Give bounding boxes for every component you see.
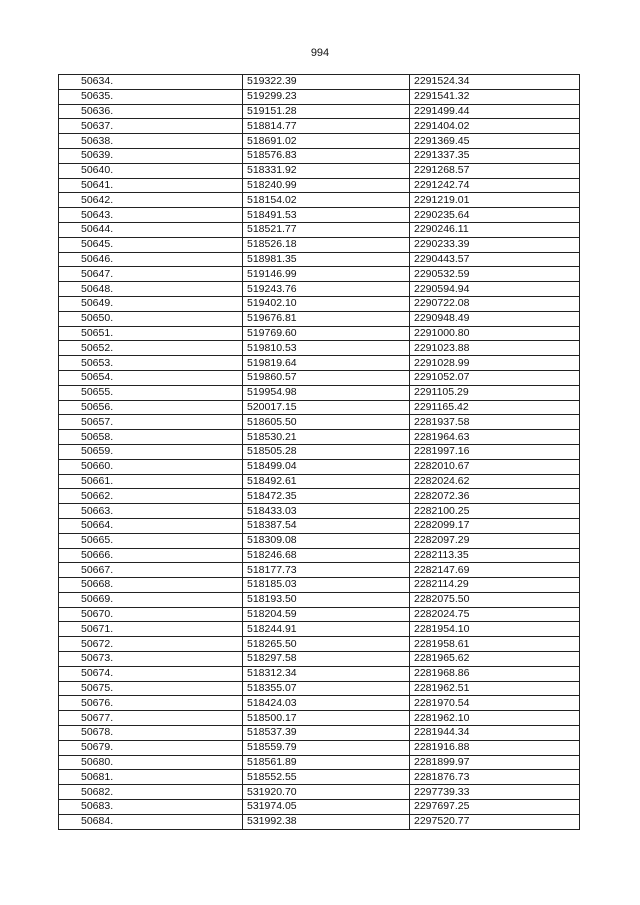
table-row <box>59 311 580 326</box>
easting-cell: 519243.76 <box>243 282 410 297</box>
point-id-cell: 50684. <box>59 814 243 829</box>
northing-cell: 2290443.57 <box>410 252 580 267</box>
easting-cell: 518424.03 <box>243 696 410 711</box>
point-id-cell: 50640. <box>59 163 243 178</box>
table-row <box>59 385 580 400</box>
easting-cell: 518526.18 <box>243 237 410 252</box>
table-row <box>59 370 580 385</box>
easting-cell: 519151.28 <box>243 104 410 119</box>
point-id-cell: 50647. <box>59 267 243 282</box>
northing-cell: 2297697.25 <box>410 800 580 815</box>
northing-cell: 2290948.49 <box>410 311 580 326</box>
northing-cell: 2291052.07 <box>410 370 580 385</box>
point-id-cell: 50657. <box>59 415 243 430</box>
table-row <box>59 711 580 726</box>
northing-cell: 2282075.50 <box>410 592 580 607</box>
point-id-cell: 50676. <box>59 696 243 711</box>
table-row <box>59 222 580 237</box>
easting-cell: 519769.60 <box>243 326 410 341</box>
northing-cell: 2282113.35 <box>410 548 580 563</box>
point-id-cell: 50641. <box>59 178 243 193</box>
northing-cell: 2291524.34 <box>410 75 580 90</box>
easting-cell: 518605.50 <box>243 415 410 430</box>
point-id-cell: 50636. <box>59 104 243 119</box>
northing-cell: 2290722.08 <box>410 296 580 311</box>
point-id-cell: 50646. <box>59 252 243 267</box>
table-row <box>59 592 580 607</box>
point-id-cell: 50654. <box>59 370 243 385</box>
easting-cell: 518505.28 <box>243 444 410 459</box>
point-id-cell: 50678. <box>59 726 243 741</box>
easting-cell: 518537.39 <box>243 726 410 741</box>
northing-cell: 2281937.58 <box>410 415 580 430</box>
easting-cell: 519322.39 <box>243 75 410 90</box>
table-row <box>59 489 580 504</box>
easting-cell: 518559.79 <box>243 740 410 755</box>
table-row <box>59 326 580 341</box>
easting-cell: 518204.59 <box>243 607 410 622</box>
easting-cell: 519402.10 <box>243 296 410 311</box>
easting-cell: 518576.83 <box>243 148 410 163</box>
table-row <box>59 75 580 90</box>
table-row <box>59 518 580 533</box>
table-row <box>59 740 580 755</box>
easting-cell: 518355.07 <box>243 681 410 696</box>
northing-cell: 2282114.29 <box>410 578 580 593</box>
northing-cell: 2291369.45 <box>410 134 580 149</box>
point-id-cell: 50668. <box>59 578 243 593</box>
table-row <box>59 134 580 149</box>
table-row <box>59 459 580 474</box>
table-row <box>59 178 580 193</box>
easting-cell: 518530.21 <box>243 430 410 445</box>
table-row <box>59 163 580 178</box>
point-id-cell: 50682. <box>59 785 243 800</box>
easting-cell: 531974.05 <box>243 800 410 815</box>
easting-cell: 519299.23 <box>243 89 410 104</box>
table-row <box>59 622 580 637</box>
easting-cell: 518240.99 <box>243 178 410 193</box>
point-id-cell: 50655. <box>59 385 243 400</box>
northing-cell: 2282100.25 <box>410 504 580 519</box>
point-id-cell: 50634. <box>59 75 243 90</box>
northing-cell: 2297520.77 <box>410 814 580 829</box>
easting-cell: 518193.50 <box>243 592 410 607</box>
easting-cell: 518472.35 <box>243 489 410 504</box>
easting-cell: 518177.73 <box>243 563 410 578</box>
northing-cell: 2291028.99 <box>410 356 580 371</box>
point-id-cell: 50665. <box>59 533 243 548</box>
easting-cell: 518500.17 <box>243 711 410 726</box>
table-row <box>59 474 580 489</box>
point-id-cell: 50669. <box>59 592 243 607</box>
easting-cell: 519146.99 <box>243 267 410 282</box>
point-id-cell: 50653. <box>59 356 243 371</box>
northing-cell: 2291268.57 <box>410 163 580 178</box>
northing-cell: 2291337.35 <box>410 148 580 163</box>
northing-cell: 2291219.01 <box>410 193 580 208</box>
easting-cell: 519676.81 <box>243 311 410 326</box>
northing-cell: 2290235.64 <box>410 208 580 223</box>
northing-cell: 2281964.63 <box>410 430 580 445</box>
easting-cell: 518491.53 <box>243 208 410 223</box>
point-id-cell: 50644. <box>59 222 243 237</box>
easting-cell: 518244.91 <box>243 622 410 637</box>
table-row <box>59 444 580 459</box>
easting-cell: 518521.77 <box>243 222 410 237</box>
table-row <box>59 814 580 829</box>
table-row <box>59 726 580 741</box>
northing-cell: 2281954.10 <box>410 622 580 637</box>
northing-cell: 2281899.97 <box>410 755 580 770</box>
point-id-cell: 50670. <box>59 607 243 622</box>
table-row <box>59 104 580 119</box>
point-id-cell: 50642. <box>59 193 243 208</box>
table-row <box>59 770 580 785</box>
northing-cell: 2282024.62 <box>410 474 580 489</box>
northing-cell: 2282024.75 <box>410 607 580 622</box>
point-id-cell: 50662. <box>59 489 243 504</box>
northing-cell: 2282010.67 <box>410 459 580 474</box>
table-row <box>59 533 580 548</box>
point-id-cell: 50656. <box>59 400 243 415</box>
table-row <box>59 637 580 652</box>
point-id-cell: 50671. <box>59 622 243 637</box>
table-row <box>59 652 580 667</box>
point-id-cell: 50649. <box>59 296 243 311</box>
table-row <box>59 237 580 252</box>
point-id-cell: 50643. <box>59 208 243 223</box>
easting-cell: 518814.77 <box>243 119 410 134</box>
easting-cell: 518387.54 <box>243 518 410 533</box>
table-row <box>59 800 580 815</box>
table-row <box>59 681 580 696</box>
point-id-cell: 50680. <box>59 755 243 770</box>
point-id-cell: 50681. <box>59 770 243 785</box>
point-id-cell: 50667. <box>59 563 243 578</box>
point-id-cell: 50674. <box>59 666 243 681</box>
table-row <box>59 193 580 208</box>
point-id-cell: 50683. <box>59 800 243 815</box>
easting-cell: 518561.89 <box>243 755 410 770</box>
point-id-cell: 50675. <box>59 681 243 696</box>
northing-cell: 2291541.32 <box>410 89 580 104</box>
easting-cell: 518499.04 <box>243 459 410 474</box>
point-id-cell: 50677. <box>59 711 243 726</box>
point-id-cell: 50651. <box>59 326 243 341</box>
northing-cell: 2281997.16 <box>410 444 580 459</box>
point-id-cell: 50638. <box>59 134 243 149</box>
point-id-cell: 50660. <box>59 459 243 474</box>
easting-cell: 518297.58 <box>243 652 410 667</box>
easting-cell: 518309.08 <box>243 533 410 548</box>
table-row <box>59 89 580 104</box>
easting-cell: 518154.02 <box>243 193 410 208</box>
northing-cell: 2291404.02 <box>410 119 580 134</box>
easting-cell: 518185.03 <box>243 578 410 593</box>
easting-cell: 518331.92 <box>243 163 410 178</box>
northing-cell: 2297739.33 <box>410 785 580 800</box>
easting-cell: 531920.70 <box>243 785 410 800</box>
point-id-cell: 50650. <box>59 311 243 326</box>
northing-cell: 2281876.73 <box>410 770 580 785</box>
easting-cell: 518265.50 <box>243 637 410 652</box>
northing-cell: 2281970.54 <box>410 696 580 711</box>
northing-cell: 2281968.86 <box>410 666 580 681</box>
table-row <box>59 785 580 800</box>
point-id-cell: 50673. <box>59 652 243 667</box>
point-id-cell: 50648. <box>59 282 243 297</box>
northing-cell: 2291023.88 <box>410 341 580 356</box>
northing-cell: 2282099.17 <box>410 518 580 533</box>
point-id-cell: 50637. <box>59 119 243 134</box>
easting-cell: 519860.57 <box>243 370 410 385</box>
table-row <box>59 504 580 519</box>
easting-cell: 518492.61 <box>243 474 410 489</box>
point-id-cell: 50666. <box>59 548 243 563</box>
table-row <box>59 356 580 371</box>
table-row <box>59 119 580 134</box>
northing-cell: 2290246.11 <box>410 222 580 237</box>
point-id-cell: 50663. <box>59 504 243 519</box>
easting-cell: 518246.68 <box>243 548 410 563</box>
easting-cell: 531992.38 <box>243 814 410 829</box>
northing-cell: 2281944.34 <box>410 726 580 741</box>
table-row <box>59 548 580 563</box>
table-row <box>59 563 580 578</box>
easting-cell: 519954.98 <box>243 385 410 400</box>
table-row <box>59 400 580 415</box>
northing-cell: 2281916.88 <box>410 740 580 755</box>
point-id-cell: 50659. <box>59 444 243 459</box>
table-row <box>59 282 580 297</box>
point-id-cell: 50639. <box>59 148 243 163</box>
table-row <box>59 252 580 267</box>
northing-cell: 2281962.51 <box>410 681 580 696</box>
point-id-cell: 50652. <box>59 341 243 356</box>
table-row <box>59 755 580 770</box>
easting-cell: 518433.03 <box>243 504 410 519</box>
easting-cell: 519819.64 <box>243 356 410 371</box>
point-id-cell: 50645. <box>59 237 243 252</box>
northing-cell: 2282097.29 <box>410 533 580 548</box>
table-row <box>59 208 580 223</box>
point-id-cell: 50635. <box>59 89 243 104</box>
point-id-cell: 50661. <box>59 474 243 489</box>
easting-cell: 519810.53 <box>243 341 410 356</box>
northing-cell: 2281962.10 <box>410 711 580 726</box>
northing-cell: 2291105.29 <box>410 385 580 400</box>
northing-cell: 2281965.62 <box>410 652 580 667</box>
northing-cell: 2290594.94 <box>410 282 580 297</box>
northing-cell: 2282072.36 <box>410 489 580 504</box>
point-id-cell: 50664. <box>59 518 243 533</box>
table-row <box>59 296 580 311</box>
table-row <box>59 415 580 430</box>
easting-cell: 518691.02 <box>243 134 410 149</box>
coordinates-table-body <box>59 75 580 830</box>
easting-cell: 518552.55 <box>243 770 410 785</box>
easting-cell: 518981.35 <box>243 252 410 267</box>
table-row <box>59 148 580 163</box>
table-row <box>59 696 580 711</box>
northing-cell: 2291165.42 <box>410 400 580 415</box>
northing-cell: 2282147.69 <box>410 563 580 578</box>
northing-cell: 2290233.39 <box>410 237 580 252</box>
point-id-cell: 50679. <box>59 740 243 755</box>
table-row <box>59 341 580 356</box>
point-id-cell: 50672. <box>59 637 243 652</box>
northing-cell: 2290532.59 <box>410 267 580 282</box>
northing-cell: 2291242.74 <box>410 178 580 193</box>
table-row <box>59 430 580 445</box>
northing-cell: 2291499.44 <box>410 104 580 119</box>
northing-cell: 2281958.61 <box>410 637 580 652</box>
table-row <box>59 578 580 593</box>
coordinates-table <box>58 74 580 830</box>
table-row <box>59 267 580 282</box>
easting-cell: 518312.34 <box>243 666 410 681</box>
easting-cell: 520017.15 <box>243 400 410 415</box>
point-id-cell: 50658. <box>59 430 243 445</box>
table-row <box>59 607 580 622</box>
page-number: 994 <box>310 47 330 59</box>
table-row <box>59 666 580 681</box>
northing-cell: 2291000.80 <box>410 326 580 341</box>
